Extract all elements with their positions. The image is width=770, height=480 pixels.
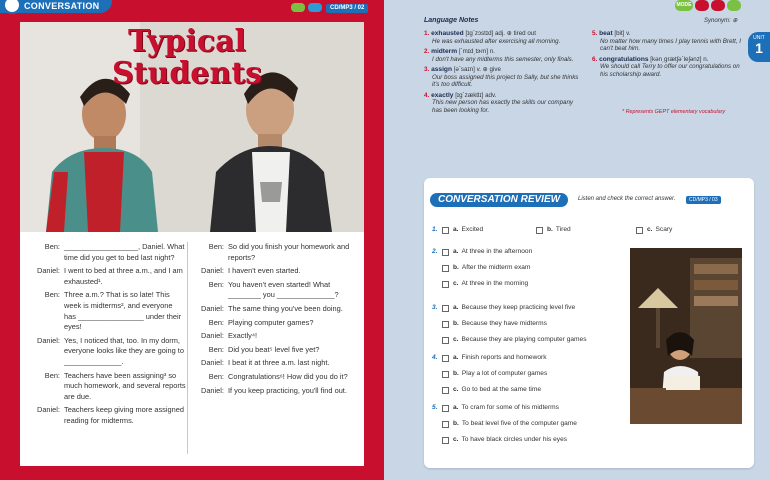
q1-c-checkbox[interactable] (636, 227, 643, 234)
q4-c-text: Go to bed at the same time (461, 386, 542, 393)
q3-option-c (432, 336, 587, 344)
gept-note: * Represents GEPT elementary vocabulary (622, 109, 726, 115)
mode-controls (675, 0, 741, 11)
option-letter: c. (647, 226, 653, 233)
dialogue-line (192, 280, 362, 301)
conversation-tab-label: CONVERSATION (24, 1, 100, 11)
q1-a-checkbox[interactable] (442, 227, 449, 234)
option-letter: c. (453, 436, 459, 443)
vocab-entry (424, 30, 584, 45)
q1-option-c (636, 226, 672, 234)
dialogue-text: I went to bed at three a.m., and I am exhausted¹. (64, 266, 183, 286)
dialogue-line (192, 304, 362, 315)
dialogue-line (192, 358, 362, 369)
option-letter: a. (453, 248, 459, 255)
studying-photo (630, 248, 742, 424)
dialogue-text: If you keep practicing, you'll find out. (228, 385, 347, 395)
vocab-pronunciation: [ɪg`zæktlɪ] (455, 91, 484, 99)
dialogue-line (28, 336, 186, 368)
speaker-name: Daniel: (36, 266, 60, 276)
q1-a-text: Excited (461, 226, 484, 233)
dialogue-text: __________________, Daniel. What time did you get to bed last night? (64, 242, 185, 262)
dialogue-line (192, 242, 362, 263)
vocab-part-of-speech: n. (703, 55, 709, 63)
option-letter: a. (453, 226, 459, 233)
vocab-word: assign (431, 66, 452, 73)
dialogue-line (192, 372, 362, 383)
q4-option-c (432, 386, 541, 394)
q3-c-text: Because they are playing computer games (461, 336, 587, 343)
q5-b-text: To beat level five of the computer game (461, 420, 577, 427)
vocab-entry (424, 48, 584, 63)
vocab-list-right (592, 30, 742, 81)
unit-tab (748, 32, 770, 62)
option-letter: a. (453, 354, 459, 361)
q5-option-a (432, 404, 559, 412)
vocab-example: Our boss assigned this project to Sally, but she thinks it's too difficult. (432, 73, 579, 88)
q1-number: 1. (432, 226, 438, 233)
unit-number: 1 (755, 40, 763, 56)
title-line-2: Students (112, 56, 262, 91)
q4-b-text: Play a lot of computer games (461, 370, 548, 377)
q1-option-b (536, 226, 571, 234)
q5-c-text: To have black circles under his eyes (461, 436, 568, 443)
synonym-legend: Synonym: ⊕ (704, 18, 738, 24)
speaker-name: Ben: (44, 290, 60, 300)
content-panel (20, 22, 364, 466)
option-letter: c. (453, 336, 459, 343)
vocab-example: This new person has exactly the skills our company has been looking for. (432, 99, 574, 114)
q4-b-checkbox[interactable] (442, 371, 449, 378)
play-icon[interactable] (711, 0, 725, 11)
option-letter: b. (453, 320, 459, 327)
speaker-name: Daniel: (200, 358, 224, 368)
q1-b-text: Tired (555, 226, 571, 233)
q5-number: 5. (432, 404, 438, 411)
vocab-headline (424, 92, 584, 100)
q4-option-b (432, 370, 547, 378)
vocab-part-of-speech: adv. (485, 91, 497, 99)
vocab-example: We should call Terry to offer our congratulations on his scholarship award. (600, 63, 740, 78)
option-letter: a. (453, 404, 459, 411)
vocab-headline (424, 66, 584, 74)
column-divider (187, 242, 188, 454)
vocab-synonym: ⊕ tired out (506, 30, 536, 37)
dialogue-text: Congratulations⁶! How did you do it? (228, 371, 348, 381)
vocab-entry (592, 30, 742, 53)
q2-c-text: At three in the morning (461, 280, 529, 287)
q4-a-checkbox[interactable] (442, 355, 449, 362)
vocab-word: congratulations (599, 55, 649, 63)
conversation-review-box (424, 178, 754, 468)
vocab-example: He was exhausted after exercising all morning. (432, 37, 561, 45)
dialogue-text: I beat it at three a.m. last night. (228, 358, 330, 368)
q4-c-checkbox[interactable] (442, 387, 449, 394)
dialogue-line (192, 318, 362, 329)
dialogue-line (28, 266, 186, 287)
dialogue-line (192, 266, 362, 277)
option-letter: b. (453, 420, 459, 427)
vocab-example: No matter how many times I play tennis with Brett, I can't beat him. (600, 37, 741, 52)
q2-option-b (432, 264, 530, 272)
dialogue-line (28, 405, 186, 426)
vocab-entry (424, 66, 584, 89)
dialogue-text: The same thing you've been doing. (228, 303, 343, 313)
vocab-number: 6. (592, 55, 598, 63)
speaker-name: Daniel: (200, 266, 224, 276)
dialogue-text: Three a.m.? That is so late! This week is midterms², and everyone has ________________ under their eyes! (64, 290, 182, 332)
vocab-word: midterm (431, 48, 458, 55)
vocab-word: beat (599, 30, 613, 37)
dialogue-line (28, 290, 186, 332)
right-page (392, 0, 770, 480)
vocab-pronunciation: [`mɪd͵tɝm] (458, 48, 488, 55)
q5-a-text: To cram for some of his midterms (461, 404, 559, 411)
students-photo (20, 22, 364, 232)
vocab-headline (424, 48, 584, 56)
dialogue-text: Playing computer games? (228, 317, 314, 327)
option-letter: b. (453, 264, 459, 271)
dialogue-line (192, 331, 362, 342)
speaker-name: Ben: (208, 317, 224, 327)
q5-option-b (432, 420, 577, 428)
track-badge: CD/MP3 / 02 (326, 4, 368, 13)
vocab-word: exhausted (431, 30, 464, 37)
dialogue-column-1 (28, 242, 186, 430)
q2-option-a (432, 248, 532, 256)
q1-c-text: Scary (655, 226, 673, 233)
q5-option-c (432, 436, 567, 444)
q2-b-text: After the midterm exam (461, 264, 531, 271)
option-letter: b. (547, 226, 553, 233)
q3-a-text: Because they keep practicing level five (461, 304, 576, 311)
option-letter: c. (453, 386, 459, 393)
dialogue-text: Yes, I noticed that, too. In my dorm, everyone looks like they are going to ______________. (64, 335, 184, 366)
language-notes-title: Language Notes (424, 17, 479, 24)
q3-b-checkbox[interactable] (442, 321, 449, 328)
speaker-name: Daniel: (200, 303, 224, 313)
unit-label: UNIT (753, 35, 765, 41)
q2-option-c (432, 280, 528, 288)
vocab-headline (592, 30, 742, 38)
dialogue-text: Teachers keep giving more assigned reading for midterms. (64, 405, 184, 425)
q2-a-text: At three in the afternoon (461, 248, 533, 255)
mode-button[interactable]: MODE (675, 0, 693, 11)
option-letter: a. (453, 304, 459, 311)
q2-b-checkbox[interactable] (442, 265, 449, 272)
vocab-entry (424, 92, 584, 115)
dialogue-text: You haven't even started! What ________ you ______________? (228, 279, 339, 300)
vocab-synonym: ⊕ give (482, 66, 501, 73)
vocab-word: exactly (431, 91, 454, 99)
record-icon[interactable] (695, 0, 709, 11)
cd-icon[interactable] (291, 3, 305, 12)
q3-a-checkbox[interactable] (442, 305, 449, 312)
review-instruction: Listen and check the correct answer. (578, 196, 676, 202)
q4-a-text: Finish reports and homework (461, 354, 547, 361)
dialogue-column-2 (192, 242, 362, 399)
speaker-name: Ben: (44, 242, 60, 251)
q1-b-checkbox[interactable] (536, 227, 543, 234)
page-title (112, 26, 262, 90)
speaker-name: Daniel: (36, 405, 60, 415)
speaker-name: Ben: (208, 344, 224, 354)
vocab-pronunciation: [bit] (614, 30, 625, 37)
dialogue-line (192, 345, 362, 356)
dialogue-line (28, 242, 186, 263)
q3-c-checkbox[interactable] (442, 337, 449, 344)
q2-a-checkbox[interactable] (442, 249, 449, 256)
vocab-number: 4. (424, 91, 430, 99)
mp3-icon[interactable] (308, 3, 322, 12)
vocab-headline (424, 30, 584, 38)
q1-option-a (432, 226, 483, 234)
q3-number: 3. (432, 304, 438, 311)
vocab-example: I don't have any midterms this semester, only finals. (432, 55, 574, 63)
q3-option-a (432, 304, 575, 312)
dialogue-text: So did you finish your homework and reports? (228, 242, 350, 262)
q3-option-b (432, 320, 547, 328)
speaker-name: Ben: (44, 370, 60, 380)
conversation-logo-icon (3, 0, 21, 14)
speaker-name: Ben: (208, 242, 224, 251)
speaker-name: Ben: (208, 371, 224, 381)
vocab-number: 2. (424, 48, 430, 55)
vocab-list-left (424, 30, 584, 117)
option-letter: b. (453, 370, 459, 377)
q3-b-text: Because they have midterms (461, 320, 547, 327)
dialogue-text: Did you beat⁵ level five yet? (228, 344, 320, 354)
vocab-headline (592, 56, 742, 64)
vocab-part-of-speech: n. (489, 48, 495, 55)
speaker-name: Daniel: (200, 385, 224, 395)
review-track-badge: CD/MP3 / 03 (686, 196, 721, 204)
speaker-name: Daniel: (36, 335, 60, 345)
vocab-pronunciation: [kən͵grætʃə`leʃənz] (650, 55, 702, 63)
vocab-pronunciation: [ə`saɪn] (453, 66, 475, 73)
stop-icon[interactable] (727, 0, 741, 11)
studying-illustration (630, 248, 742, 424)
vocab-number: 3. (424, 66, 430, 73)
vocab-pronunciation: [ɪg`zɔstɪd] (465, 30, 494, 37)
speaker-name: Daniel: (200, 331, 224, 341)
dialogue-text: I haven't even started. (228, 266, 301, 276)
left-page (0, 0, 384, 480)
q5-b-checkbox[interactable] (442, 421, 449, 428)
vocab-number: 5. (592, 30, 598, 37)
q4-option-a (432, 354, 547, 362)
q5-c-checkbox[interactable] (442, 437, 449, 444)
vocab-part-of-speech: v. (626, 30, 631, 37)
vocab-number: 1. (424, 30, 430, 37)
dialogue-text: Exactly⁴! (228, 331, 258, 341)
q4-number: 4. (432, 354, 438, 361)
review-title: CONVERSATION REVIEW (430, 193, 568, 207)
q5-a-checkbox[interactable] (442, 405, 449, 412)
dialogue-line (28, 371, 186, 403)
dialogue-line (192, 386, 362, 397)
audio-icons (291, 3, 322, 12)
option-letter: c. (453, 280, 459, 287)
title-line-1: Typical (128, 24, 246, 59)
dialogue-text: Teachers have been assigning³ so much homework, and several reports are due. (64, 370, 186, 401)
conversation-tab (0, 0, 112, 13)
vocab-part-of-speech: adj. (494, 30, 505, 37)
speaker-name: Ben: (208, 279, 224, 289)
vocab-entry (592, 56, 742, 79)
q2-c-checkbox[interactable] (442, 281, 449, 288)
q2-number: 2. (432, 248, 438, 255)
vocab-part-of-speech: v. (476, 66, 481, 73)
